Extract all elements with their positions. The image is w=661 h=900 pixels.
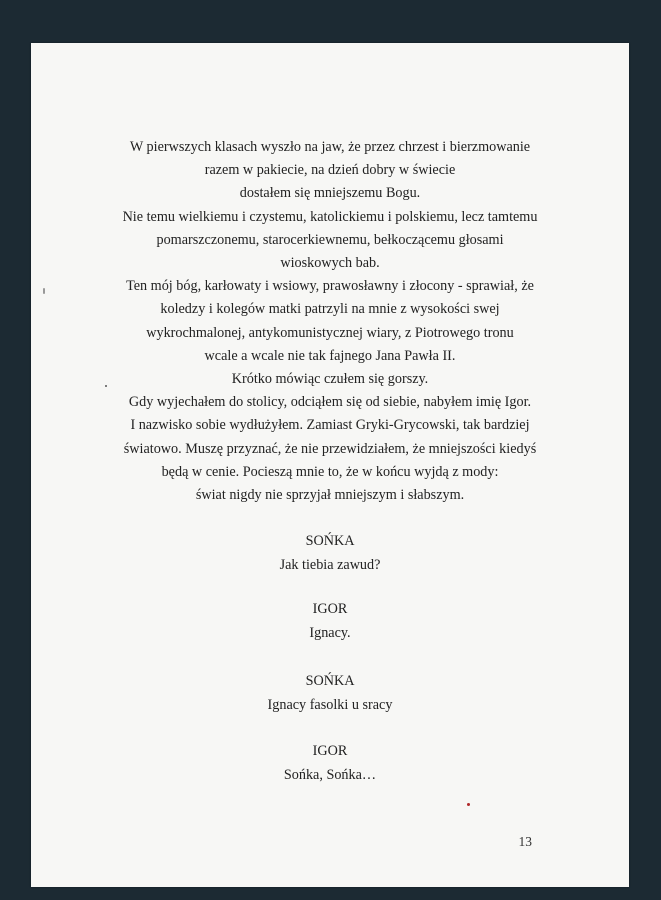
prose-line: wcale a wcale nie tak fajnego Jana Pawła II.: [204, 347, 456, 364]
prose-line: razem w pakiecie, na dzień dobry w świecie: [204, 162, 456, 179]
speaker-name: IGOR: [312, 601, 348, 617]
speaker-name: SOŃKA: [305, 673, 355, 689]
dust-speck: [105, 385, 107, 387]
prose-line: Krótko mówiąc czułem się gorszy.: [231, 371, 429, 388]
dialogue-line: Ignacy.: [309, 624, 351, 641]
prose-line: wykrochmalonej, antykomunistycznej wiary, z Piotrowego tronu: [146, 324, 514, 341]
dialogue-entry: [31, 598, 629, 645]
prose-line: pomarszczonemu, starocerkiewnemu, bełkoczącemu głosami: [156, 231, 504, 248]
prose-line: koledzy i kolegów matki patrzyli na mnie z wysokości swej: [160, 301, 500, 318]
prose-line: światowo. Muszę przyznać, że nie przewidziałem, że mniejszości kiedyś: [123, 440, 537, 457]
ink-speck: [467, 803, 470, 806]
prose-line: Nie temu wielkiemu i czystemu, katolickiemu i polskiemu, lecz tamtemu: [122, 208, 538, 225]
prose-line: Gdy wyjechałem do stolicy, odciąłem się od siebie, nabyłem imię Igor.: [128, 394, 532, 411]
dust-speck: [43, 288, 45, 294]
dialogue-entry: [31, 670, 629, 717]
prose-line: będą w cenie. Pocieszą mnie to, że w końcu wyjdą z mody:: [161, 463, 499, 480]
prose-line: W pierwszych klasach wyszło na jaw, że przez chrzest i bierzmowanie: [129, 139, 531, 155]
dialogue-line: Sońka, Sońka…: [283, 766, 377, 783]
dialogue-entry: [31, 740, 629, 787]
prose-line: I nazwisko sobie wydłużyłem. Zamiast Gryki-Grycowski, tak bardziej: [130, 417, 530, 434]
speaker-name: SOŃKA: [305, 533, 355, 549]
dialogue-line: Ignacy fasolki u sracy: [267, 696, 393, 713]
dialogue-entry: [31, 530, 629, 577]
dialogue-line: Jak tiebia zawud?: [279, 556, 381, 573]
prose-line: świat nigdy nie sprzyjał mniejszym i słabszym.: [195, 487, 465, 504]
page-number: 13: [518, 834, 532, 849]
prose-line: wioskowych bab.: [280, 255, 380, 272]
prose-block: [31, 136, 629, 507]
document-page: [31, 43, 629, 887]
prose-line: dostałem się mniejszemu Bogu.: [239, 185, 421, 202]
speaker-name: IGOR: [312, 743, 348, 759]
prose-line: Ten mój bóg, karłowaty i wsiowy, prawosławny i złocony - sprawiał, że: [126, 278, 534, 295]
